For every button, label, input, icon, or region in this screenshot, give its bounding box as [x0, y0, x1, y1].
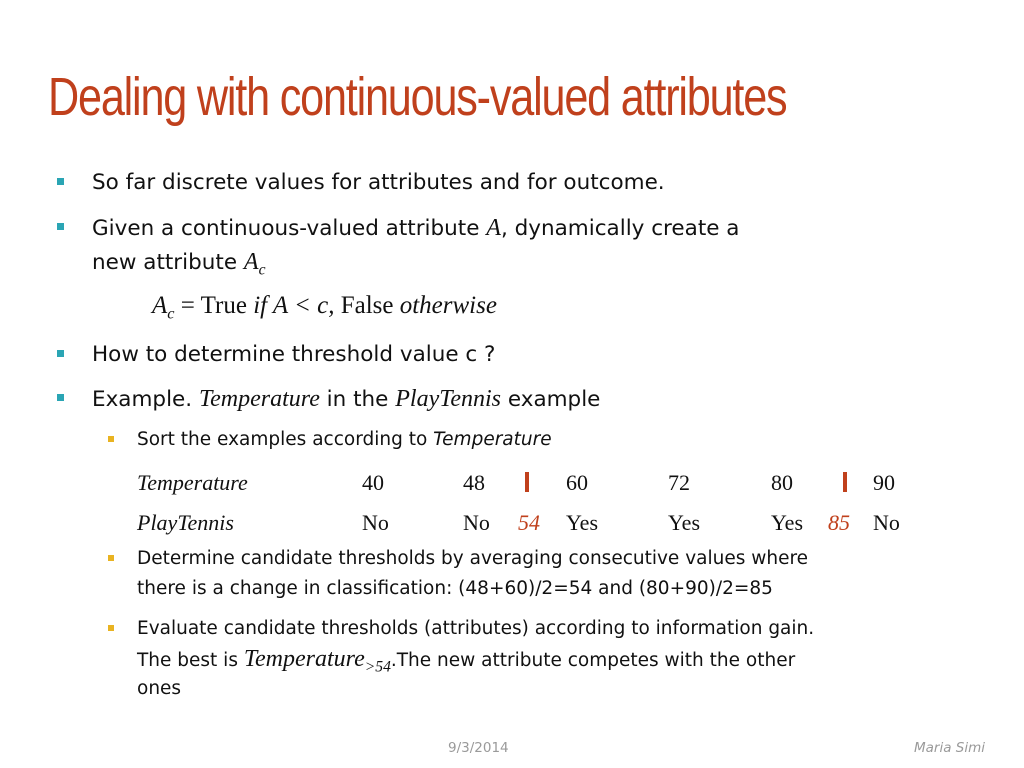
- formula-condition: if A < c,: [253, 292, 335, 319]
- temp-cell: 60: [566, 470, 588, 495]
- formula-false: False: [334, 292, 400, 319]
- threshold-formula: [152, 292, 497, 324]
- subbullet-text: .The new attribute competes with the other: [390, 650, 796, 671]
- subbullet-marker: [108, 625, 114, 631]
- bullet-text: So far discrete values for attributes and for outcome.: [92, 170, 665, 195]
- bullet-text: in the: [319, 387, 396, 412]
- bullet-text: example: [501, 387, 601, 412]
- subbullet-marker: [108, 436, 114, 442]
- subbullet-text: ones: [137, 678, 182, 699]
- formula-lhs: $A_c$: [152, 292, 175, 323]
- bullet-continuous-attribute: [92, 211, 739, 246]
- subbullet-evaluate: [137, 614, 814, 644]
- play-cell: Yes: [668, 510, 701, 535]
- bullet-text: , dynamically create a: [500, 216, 740, 241]
- bullet-marker: [57, 178, 64, 185]
- bullet-marker: [57, 350, 64, 357]
- play-cell: No: [463, 510, 490, 535]
- bullet-marker: [57, 394, 64, 401]
- subbullet-text: Sort the examples according to: [137, 429, 434, 450]
- bullet-text: How to determine threshold value c ?: [92, 342, 496, 367]
- subbullet-text: Evaluate candidate thresholds (attributes) according to information gain.: [137, 618, 815, 639]
- bullet-threshold-question: [92, 338, 495, 372]
- row-label-playtennis: PlayTennis: [137, 510, 234, 535]
- play-cell: Yes: [771, 510, 804, 535]
- temp-cell: 90: [873, 470, 895, 495]
- play-cell: No: [873, 510, 900, 535]
- threshold-value-54: 54: [518, 510, 540, 535]
- variable-temperature: Temperature: [198, 386, 320, 412]
- bullet-example: [92, 382, 600, 417]
- variable-playtennis: PlayTennis: [395, 386, 502, 412]
- variable-temperature: Temperature: [433, 429, 552, 450]
- subbullet-sort: [137, 425, 552, 455]
- temp-cell: 80: [771, 470, 793, 495]
- bullet-text: new attribute: [92, 250, 244, 275]
- footer-author: Maria Simi: [914, 740, 986, 756]
- variable-a: A: [486, 215, 501, 241]
- play-cell: No: [362, 510, 389, 535]
- temp-cell: 72: [668, 470, 690, 495]
- subbullet-candidate-thresholds: [137, 544, 808, 574]
- formula-eq: = True: [174, 292, 254, 319]
- bullet-text: Given a continuous-valued attribute: [92, 216, 487, 241]
- subbullet-evaluate-line3: [137, 674, 181, 704]
- temp-cell: 40: [362, 470, 384, 495]
- bullet-discrete-values: [92, 166, 665, 200]
- subbullet-marker: [108, 555, 114, 561]
- slide-title: Dealing with continuous-valued attributes: [48, 67, 787, 127]
- variable-ac: $A_c$: [243, 249, 266, 279]
- bullet-continuous-attribute-line2: [92, 245, 265, 287]
- temp-cell: 48: [463, 470, 485, 495]
- play-cell: Yes: [566, 510, 599, 535]
- subbullet-text: The best is: [137, 650, 244, 671]
- threshold-marker: [843, 472, 847, 492]
- bullet-text: Example.: [92, 387, 199, 412]
- formula-otherwise: otherwise: [399, 292, 497, 319]
- threshold-value-85: 85: [828, 510, 850, 535]
- subbullet-candidate-thresholds-line2: [137, 574, 773, 604]
- subbullet-text: Determine candidate thresholds by averaging consecutive values where: [137, 548, 809, 569]
- threshold-marker: [525, 472, 529, 492]
- variable-temperature-gt54: Temperature$_{>54}$: [243, 646, 391, 676]
- row-label-temperature: Temperature: [137, 470, 248, 495]
- bullet-marker: [57, 223, 64, 230]
- footer-date: 9/3/2014: [448, 740, 509, 756]
- subbullet-evaluate-line2: [137, 644, 795, 682]
- subbullet-text: there is a change in classification: (48+60)/2=54 and (80+90)/2=85: [137, 578, 773, 599]
